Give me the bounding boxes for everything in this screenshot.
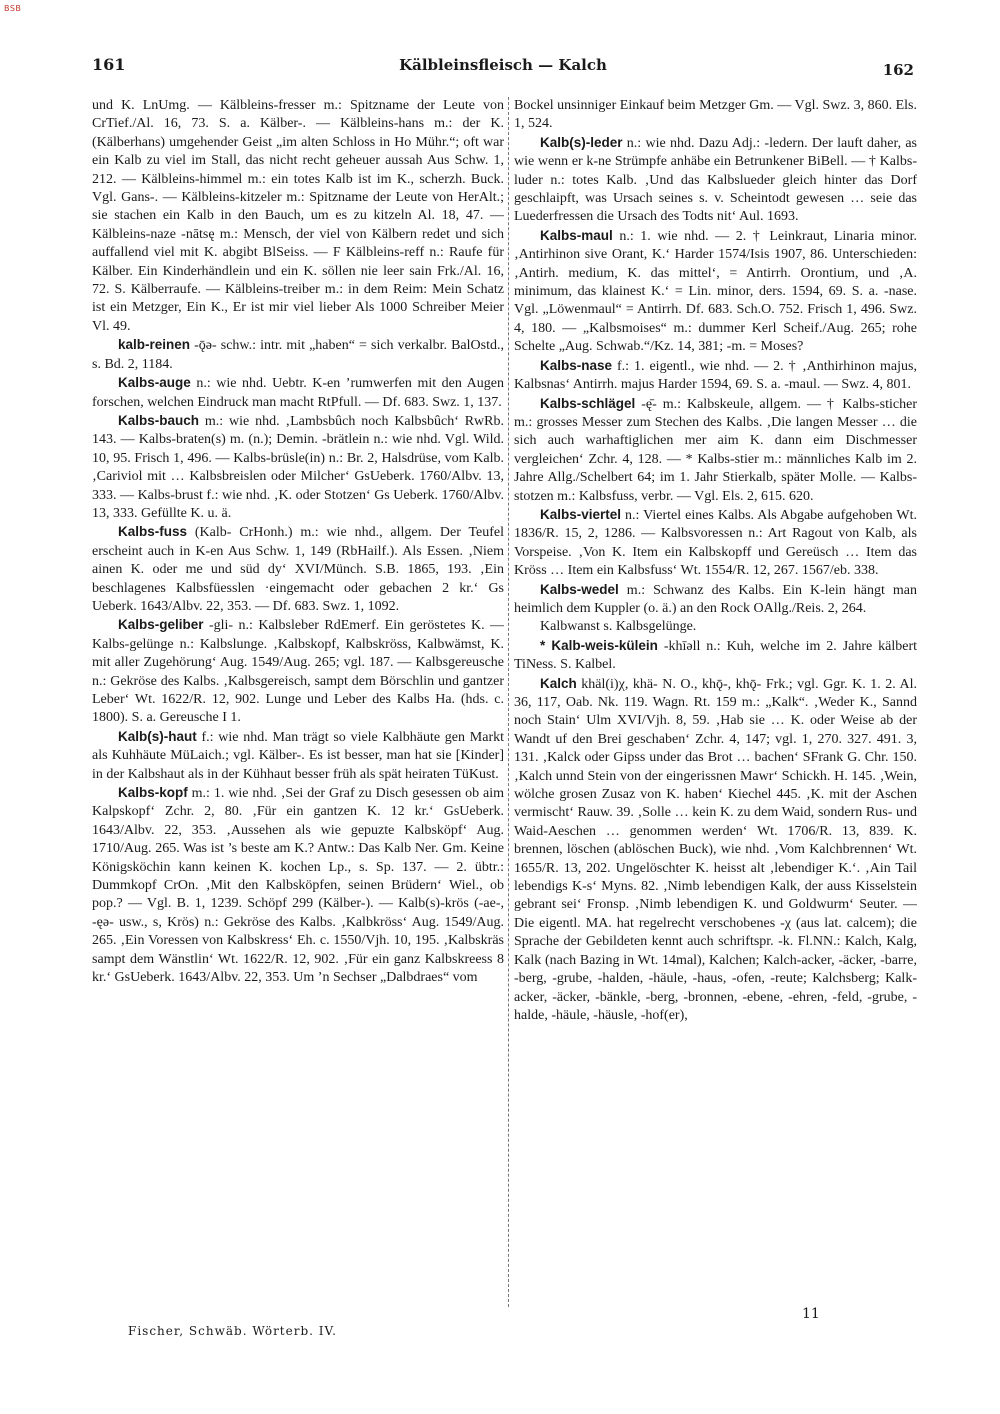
dictionary-entry xyxy=(514,97,917,134)
entry-text: n.: Viertel eines Kalbs. Als Abgabe aufgehoben Wt. 1836/R. 15, 2, 1286. — Kalbsvoressen n.: Art Ragout von Kalb, als Vorspeise. ‚Von K. Item ein Kalbskopff und Gereüsch … Item das Kröss … Item ein Kalbsfuss‘ Wt. 1554/R. 12, 267. 1567/eb. 338. xyxy=(514,507,917,579)
entry-headword: Kalbs-viertel xyxy=(540,506,622,522)
dictionary-entry xyxy=(92,784,504,987)
dictionary-entry xyxy=(92,336,504,374)
entry-headword: Kalbs-auge xyxy=(118,375,191,391)
entry-text: m.: Schwanz des Kalbs. Ein K-lein hängt man heimlich dem Kuppler (o. ä.) an den Rock OAllg./Reis. 2, 264. xyxy=(514,582,917,616)
entry-headword: kalb-reinen xyxy=(118,337,191,353)
entry-text: khäl(i)χ, khä- N. O., khǭ-, khǭ- Frk.; vgl. Ggr. K. 1. 2. Al. 36, 117, Oab. Nk. 119. Wagn. Rt. 159 m.: „Kalk“. ‚Weder K., Sannd noch Stain‘ Ulm XVI/Vjh. 8, 59. ‚Hab sie … K. oder Weise ab der Wandt uf den Brei geschaben‘ Zchr. 4, 147; vgl. 1, 270. 327. 491. 3, 131. ‚Kalck oder Gipss under das Brot … bachen‘ SFrank G. Chr. 150. ‚Kalch unnd Stein von der eingerissnen Mawr‘ Schickh. H. 145. ‚Wein, wölche grosen Zusaz von K. haben‘ Kiechel 445. ‚K. mit der Aschen vermischt‘ Rauw. 39. ‚Solle … kein K. zu dem Waid, sondern Rus- und Waid-Aeschen … genommen werden‘ Wt. 1706/R. 13, 839. K. brennen, löschen (ablöschen Buck), wie nhd. ‚Vom Kalchbrennen‘ Wt. 1655/R. 13, 202. Ungelöschter K. heisst alt ‚lebendiger K.‘. ‚Ain Tail lebendigs K-s‘ Myns. 82. ‚Nimb lebendigen Kalk, der auss Kisselstein gebrant sei‘ Fronsp. ‚Nimb lebendigen K. und Goldwurm‘ Seuter. — Die eigentl. MA. hat regelrecht verschobenes -χ (aus lat. calcem); die Sprache der Gebildeten kennt auch schriftspr. -k. Fl.NN.: Kalch, Kalg, Kalk (nach Bazing in Wt. 14mal), Kalchen; Kalch-acker, -äcker, -barre, -berg, -grube, -halden, -häule, -haus, -ofen, -reute; Kalchsberg; Kalk-acker, -äcker, -bänkle, -berg, -bronnen, -ebene, -ehren, -feld, -grube, -halde, -häule, -häusle, -hof(er), xyxy=(514,676,917,1023)
entry-text: m.: wie nhd. ‚Lambsbûch noch Kalbsbûch‘ RwRb. 143. — Kalbs-braten(s) m. (n.); Demin. -brätlein n.: wie nhd. Vgl. Wild. 10, 95. Frisch 1, 496. — Kalbs-brüsle(in) n.: Br. 2, Halsdrüse, vom Kalb. ‚Cariviol mit … Kalbsbreislen oder Milcher‘ GsUeberk. 1760/Albv. 13, 333. — Kalbs-brust f.: wie nhd. ‚K. oder Stotzen‘ Gs Ueberk. 1760/Albv. 13, 333. Gefüllte K. u. ä. xyxy=(92,413,504,521)
running-title: Kälbleinsfleisch — Kalch xyxy=(399,56,607,74)
dictionary-entry xyxy=(92,523,504,616)
entry-text: (Kalb- CrHonh.) m.: wie nhd., allgem. Der Teufel erscheint auch in K-en Aus Schw. 1, 149 (RbHailf.). Als Essen. ‚Niem ainen K. oder me und süd dy‘ XVI/Münch. S.B. 1865, 193. ‚Ein beschlagenes Kalbsfüesslen ·eingemacht oder gebachen 2 kr.‘ Gs Ueberk. 1643/Albv. 22, 353. — Df. 683. Swz. 1, 1092. xyxy=(92,525,504,614)
dictionary-entry xyxy=(92,374,504,412)
entry-text: -ǭə- schw.: intr. mit „haben“ = sich verkalbr. BalOstd., s. Bd. 2, 1184. xyxy=(92,338,504,372)
entry-text: Bockel unsinniger Einkauf beim Metzger Gm. — Vgl. Swz. 3, 860. Els. 1, 524. xyxy=(514,98,917,132)
entry-text: -khīəll n.: Kuh, welche im 2. Jahre kälbert TiNess. S. Kalbel. xyxy=(514,638,917,673)
dictionary-entry xyxy=(514,506,917,581)
entry-headword: Kalb(s)-leder xyxy=(540,134,623,150)
dictionary-entry xyxy=(514,675,917,1026)
entry-headword: Kalbs-kopf xyxy=(118,785,188,801)
entry-text: Kalbwanst s. Kalbsgelünge. xyxy=(540,619,697,635)
dictionary-entry xyxy=(92,728,504,784)
dictionary-entry xyxy=(514,395,917,506)
dictionary-entry xyxy=(92,616,504,727)
dictionary-entry xyxy=(514,618,917,636)
entry-text: n.: wie nhd. Dazu Adj.: -ledern. Der lauft daher, as wie wenn er k-ne Strümpfe anhäbe ein Betrunkener BiBell. — † Kalbs-luder n.: totes Kalb. ‚Und das Kalbslueder gleich hinter das Dorf geschlaipft, was Ursach seines s. v. Scheintodt gewesen … seie das Luederfressen die Ursach des Todts nit‘ Aul. 1693. xyxy=(514,135,917,225)
entry-text: n.: wie nhd. Uebtr. K-en ’rumwerfen mit den Augen forschen, welchen Eindruck man macht RtPfull. — Df. 683. Swz. 1, 137. xyxy=(92,376,504,410)
entry-headword: Kalch xyxy=(540,675,577,691)
entry-headword: Kalbs-maul xyxy=(540,227,613,243)
entry-text: f.: 1. eigentl., wie nhd. — 2. † ‚Anthirhinon majus, Kalbsnas‘ Antirrh. majus Harder 1594, 69. S. a. -maul. — Swz. 4, 801. xyxy=(514,358,917,393)
entry-headword: Kalbs-wedel xyxy=(540,581,619,597)
library-stamp: BSB xyxy=(4,4,22,13)
column-divider xyxy=(508,97,509,1307)
entry-headword: Kalbs-fuss xyxy=(118,524,188,540)
page-number-right: 162 xyxy=(882,61,914,79)
dictionary-entry xyxy=(514,581,917,619)
right-column xyxy=(514,97,917,1317)
dictionary-entry xyxy=(92,412,504,523)
page-number-left: 161 xyxy=(92,55,126,74)
entry-text: -gli- n.: Kalbsleber RdEmerf. Ein geröstetes K. — Kalbs-gelünge n.: Kalbslunge. ‚Kalbskopf, Kalbskröss, Kalbwämst, K. mit aller Zugehörung‘ Aug. 1549/Aug. 265; vgl. 187. — Kalbsgereusche n.: Gekröse des Kalbs. ‚Kalbsgereisch, sampt dem Börschlin und gantzer Leber‘ Wt. 1622/R. 12, 902. Lunge und Leber des Kalbs Ha. (hds. c. 1800). S. a. Gereusche I 1. xyxy=(92,618,504,726)
dictionary-entry xyxy=(514,357,917,395)
entry-text: f.: wie nhd. Man trägt so viele Kalbhäute gen Markt als Kuhhäute MüLaich.; vgl. Kälber-. Es ist besser, man hat sie [Kinder] in der Kalbshaut als in der Kühhaut besser früh als spät heiraten TüKust. xyxy=(92,729,504,782)
left-column xyxy=(92,97,504,1317)
dictionary-entry xyxy=(514,637,917,675)
entry-headword: * Kalb-weis-külein xyxy=(540,637,658,653)
footer-signature: Fischer, Schwäb. Wörterb. IV. xyxy=(128,1324,337,1338)
entry-headword: Kalbs-nase xyxy=(540,357,613,373)
entry-headword: Kalb(s)-haut xyxy=(118,728,197,744)
dictionary-entry xyxy=(514,134,917,227)
entry-headword: Kalbs-schlägel xyxy=(540,395,636,411)
entry-text: m.: 1. wie nhd. ‚Sei der Graf zu Disch gesessen ob aim Kalpskopf‘ Zchr. 2, 80. ‚Für ein gantzen K. 12 kr.‘ GsUeberk. 1643/Albv. 22, 353. ‚Aussehen als wie gepuzte Kalbsköpf‘ Aug. 1710/Aug. 265. Was ist ’s beste am K.? Antw.: Das Kalb Ner. Gm. Keine Königsköchin kann keinen K. kochen Lp., s. Sp. 137. — 2. übtr.: Dummkopf CrOn. ‚Mit den Kalbsköpfen, seinen Brüdern‘ Wiel., ob pop.? — Vgl. B. 1, 1239. Schöpf 299 (Kälber-). — Kalb(s)-krös (-ae-, -ęə- usw., s, Krös) n.: Gekröse des Kalbs. ‚Kalbkröss‘ Aug. 1549/Aug. 265. ‚Ein Voressen von Kalbskress‘ Eh. c. 1550/Vjh. 10, 195. ‚Kalbskräs sampt dem Wänstlin‘ Wt. 1622/R. 12, 902. ‚Für ein ganz Kalbskreess 8 kr.‘ GsUeberk. 1643/Albv. 22, 353. Um ’n Sechser „Dalbdraes“ vom xyxy=(92,786,504,986)
dictionary-entry xyxy=(514,227,917,357)
footer-sheet-number: 11 xyxy=(802,1306,820,1322)
entry-text: und K. LnUmg. — Kälbleins-fresser m.: Spitzname der Leute von CrTief./Al. 16, 73. S. a. Kälber-. — Kälbleins-hans m.: der K. (Kälberhans) umgehender Geist „im alten Schloss in Ho Mühr.“; oft war ein Kalb zu viel im Stall, das nicht recht geheuer aussah Aus Schw. 1, 212. — Kälbleins-himmel m.: ein totes Kalb ist im K., scherzh. Buck. Vgl. Gans-. — Kälbleins-kitzeler m.: Spitzname der Leute von HerAlt.; sie stachen ein Kalb in den Bauch, um es zu kitzeln Al. 18, 47. — Kälbleins-naze -nātsę m.: Mensch, der viel von Kälbern redet und sich auffallend viel mit K. abgibt BlSeiss. — F Kälbleins-reff n.: Raufe für Kälber. Ein Kinderhändlein und ein K. söllen nie leer sain Frk./Al. 16, 72. S. Kälberraufe. — Kälbleins-treiber m.: in dem Reim: Mein Schatz ist ein Metzger, Ein K., Er ist mir viel lieber Als 1000 Schreiber Meier Vl. 49. xyxy=(92,98,504,334)
dictionary-entry xyxy=(92,97,504,336)
entry-headword: Kalbs-geliber xyxy=(118,617,204,633)
page-header xyxy=(92,55,914,85)
entry-text: -ę̄- m.: Kalbskeule, allgem. — † Kalbs-sticher m.: grosses Messer zum Stechen des Kalbs. ‚Die langen Messer … die sich auch warhaftiglichen mer aim K. dann eim Dischmesser vergleichen‘ Zchr. 4, 128. — * Kalbs-stier m.: männliches Kalb im 2. Jahre Allg./Schelbert 64; im 1. Jahr Stierkalb, später Molle. — Kalbs-stotzen m.: Kalbsfuss, verbr. — Vgl. Els. 2, 615. 620. xyxy=(514,396,917,504)
entry-headword: Kalbs-bauch xyxy=(118,412,200,428)
entry-text: n.: 1. wie nhd. — 2. † Leinkraut, Linaria minor. ‚Antirhinon sive Orant, K.‘ Harder 1574/Isis 1907, 86. Unterschieden: ‚Antirh. medium, K. das mittel‘, = Antirrh. Orontium, und ‚A. minimum, das klainest K.‘ = Lin. minor, ders. 1594, 69. S. a. -nase. Vgl. „Löwenmaul“ = Antirrh. Df. 683. Sch.O. 752. Frisch 1, 496. Swz. 4, 180. — „Kalbsmoises“ m.: dummer Kerl Scheif./Aug. 265; rohe Schelte „Aug. Schwab.“/Kz. 14, 381; -m. = Moses? xyxy=(514,228,917,355)
